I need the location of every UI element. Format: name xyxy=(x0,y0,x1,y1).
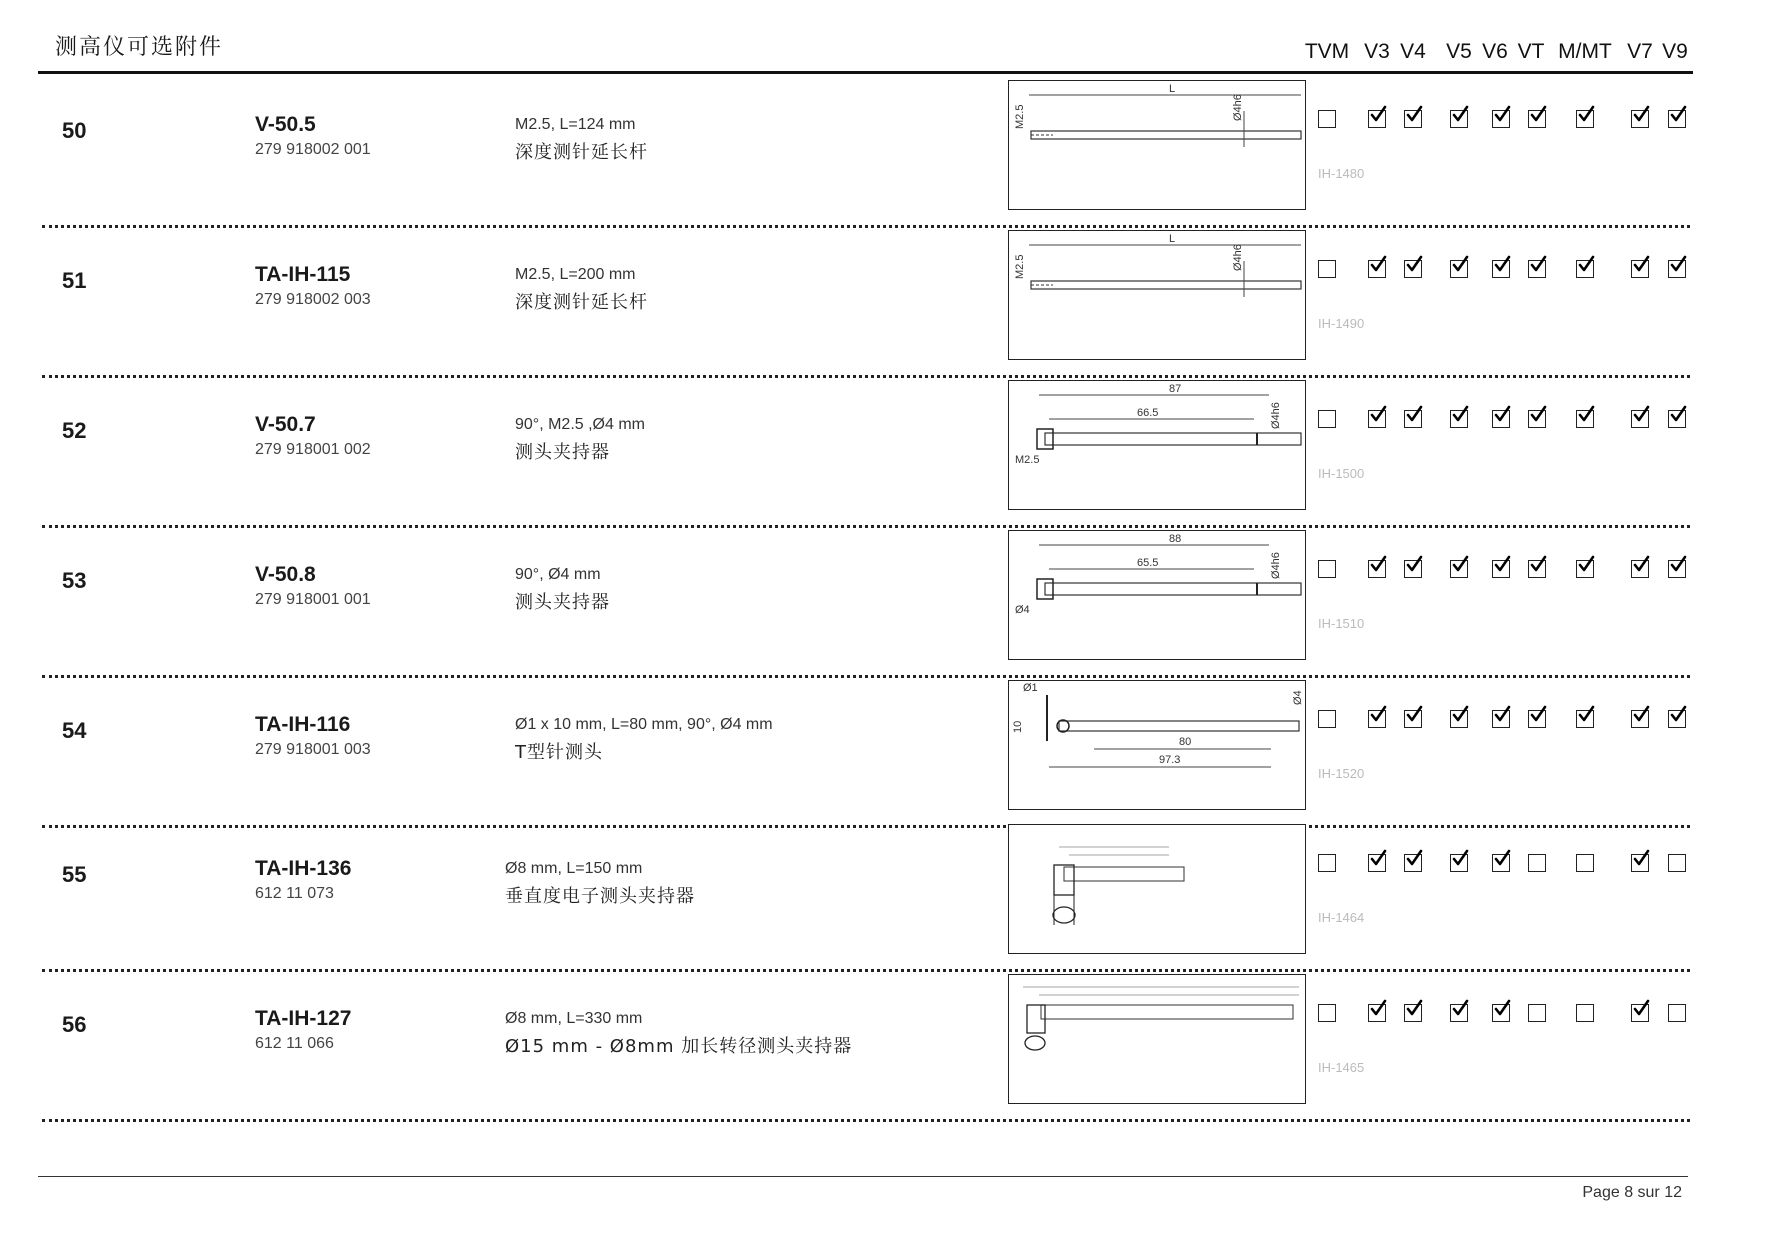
compat-checkbox[interactable] xyxy=(1631,854,1649,872)
check-mark-icon xyxy=(1669,555,1687,575)
row-number: 50 xyxy=(62,118,87,143)
spec-text: M2.5, L=200 mm xyxy=(515,266,636,283)
check-mark-icon xyxy=(1493,999,1511,1019)
compat-checkbox[interactable] xyxy=(1318,854,1336,872)
check-mark-icon xyxy=(1632,255,1650,275)
check-mark-icon xyxy=(1669,705,1687,725)
compat-checkbox[interactable] xyxy=(1318,260,1336,278)
compat-checkbox[interactable] xyxy=(1631,560,1649,578)
table-row xyxy=(0,678,1778,828)
image-id: IH-1465 xyxy=(1318,1060,1365,1075)
compat-checkbox[interactable] xyxy=(1450,1004,1468,1022)
check-mark-icon xyxy=(1669,255,1687,275)
table-row xyxy=(0,78,1778,228)
compat-checkbox[interactable] xyxy=(1404,110,1422,128)
drawing-svg xyxy=(1009,975,1305,1103)
probe-clamp xyxy=(1025,1036,1045,1050)
compat-checkbox[interactable] xyxy=(1368,710,1386,728)
compat-checkbox[interactable] xyxy=(1576,854,1594,872)
drawing-svg xyxy=(1009,825,1305,953)
part-number: 279 918001 001 xyxy=(255,591,371,608)
compat-checkbox[interactable] xyxy=(1318,710,1336,728)
check-mark-icon xyxy=(1632,405,1650,425)
check-mark-icon xyxy=(1669,405,1687,425)
compat-checkbox[interactable] xyxy=(1404,410,1422,428)
check-mark-icon xyxy=(1451,555,1469,575)
part-number: 279 918002 003 xyxy=(255,291,371,308)
dimension-label: M2.5 xyxy=(1014,104,1026,129)
drawing-svg xyxy=(1009,531,1305,659)
drawing-svg xyxy=(1009,81,1305,209)
compat-checkbox[interactable] xyxy=(1528,410,1546,428)
compat-checkbox[interactable] xyxy=(1368,1004,1386,1022)
row-number: 51 xyxy=(62,268,87,293)
compat-checkbox[interactable] xyxy=(1404,1004,1422,1022)
compat-checkbox[interactable] xyxy=(1368,410,1386,428)
technical-drawing xyxy=(1008,680,1306,810)
check-mark-icon xyxy=(1529,705,1547,725)
part-number: 279 918002 001 xyxy=(255,141,371,158)
compat-checkbox[interactable] xyxy=(1668,110,1686,128)
check-mark-icon xyxy=(1405,255,1423,275)
footer-rule xyxy=(38,1176,1688,1177)
compat-checkbox[interactable] xyxy=(1576,1004,1594,1022)
check-mark-icon xyxy=(1451,999,1469,1019)
item-code: V-50.7 xyxy=(255,413,316,436)
check-mark-icon xyxy=(1451,405,1469,425)
item-code-block xyxy=(255,857,351,903)
row-number: 54 xyxy=(62,718,87,743)
description: 测头夹持器 xyxy=(515,442,610,463)
drawing-svg xyxy=(1009,381,1305,509)
col-header-tvm: TVM xyxy=(1304,40,1350,63)
compat-checkbox[interactable] xyxy=(1492,854,1510,872)
compat-checkbox[interactable] xyxy=(1528,560,1546,578)
shaft-shape xyxy=(1031,131,1301,139)
dimension-label: 66.5 xyxy=(1137,407,1159,419)
spec-text-2: Ø15 mm - Ø8mm 加长转径测头夹持器 xyxy=(505,1036,853,1057)
part-number: 279 918001 003 xyxy=(255,741,371,758)
image-id: IH-1490 xyxy=(1318,316,1365,331)
table-row xyxy=(0,228,1778,378)
shaft-shape xyxy=(1064,867,1184,881)
spec-block xyxy=(505,1010,852,1058)
dimension-label: Ø4 xyxy=(1292,690,1304,705)
check-mark-icon xyxy=(1405,105,1423,125)
compat-checkbox[interactable] xyxy=(1492,560,1510,578)
spec-text: 90°, Ø4 mm xyxy=(515,566,601,583)
check-mark-icon xyxy=(1577,555,1595,575)
table-row xyxy=(0,528,1778,678)
check-mark-icon xyxy=(1405,849,1423,869)
check-mark-icon xyxy=(1632,999,1650,1019)
check-mark-icon xyxy=(1632,555,1650,575)
description: T型针测头 xyxy=(515,742,603,763)
compat-checkbox[interactable] xyxy=(1404,854,1422,872)
compat-checkbox[interactable] xyxy=(1368,854,1386,872)
compat-checkbox[interactable] xyxy=(1576,710,1594,728)
check-mark-icon xyxy=(1529,105,1547,125)
col-header-v6: V6 xyxy=(1482,40,1508,63)
technical-drawing xyxy=(1008,974,1306,1104)
probe-clamp xyxy=(1053,907,1075,923)
compat-checkbox[interactable] xyxy=(1368,260,1386,278)
compat-checkbox[interactable] xyxy=(1404,710,1422,728)
col-header-v7: V7 xyxy=(1627,40,1653,63)
compat-checkbox[interactable] xyxy=(1368,560,1386,578)
col-header-v3: V3 xyxy=(1364,40,1390,63)
dimension-label: 88 xyxy=(1169,533,1182,545)
check-mark-icon xyxy=(1405,555,1423,575)
compat-checkbox[interactable] xyxy=(1404,260,1422,278)
spec-block xyxy=(505,860,695,908)
part-number: 279 918001 002 xyxy=(255,441,371,458)
check-mark-icon xyxy=(1493,849,1511,869)
compat-checkbox[interactable] xyxy=(1668,560,1686,578)
compat-checkbox[interactable] xyxy=(1318,110,1336,128)
col-header-vt: VT xyxy=(1517,40,1545,63)
check-mark-icon xyxy=(1369,849,1387,869)
check-mark-icon xyxy=(1369,105,1387,125)
dimension-label: M2.5 xyxy=(1014,254,1026,279)
spec-text: 90°, M2.5 ,Ø4 mm xyxy=(515,416,645,433)
shaft-shape xyxy=(1031,281,1301,289)
dimension-label: 65.5 xyxy=(1137,557,1159,569)
dimension-label: 97.3 xyxy=(1159,754,1181,766)
part-number: 612 11 066 xyxy=(255,1035,334,1052)
check-mark-icon xyxy=(1405,405,1423,425)
check-mark-icon xyxy=(1632,849,1650,869)
spec-block xyxy=(515,566,610,614)
compat-checkbox[interactable] xyxy=(1318,560,1336,578)
compat-checkbox[interactable] xyxy=(1450,410,1468,428)
dimension-label: L xyxy=(1169,233,1176,245)
dimension-label: 87 xyxy=(1169,383,1182,395)
spec-text: Ø8 mm, L=150 mm xyxy=(505,860,643,877)
col-header-v4: V4 xyxy=(1400,40,1426,63)
table-row xyxy=(0,378,1778,528)
check-mark-icon xyxy=(1451,105,1469,125)
row-number: 55 xyxy=(62,862,87,887)
spec-block xyxy=(515,716,773,764)
dimension-label: 80 xyxy=(1179,736,1192,748)
compat-checkbox[interactable] xyxy=(1631,410,1649,428)
technical-drawing xyxy=(1008,230,1306,360)
item-code: TA-IH-115 xyxy=(255,263,351,286)
row-number: 53 xyxy=(62,568,87,593)
image-id: IH-1464 xyxy=(1318,910,1365,925)
check-mark-icon xyxy=(1577,255,1595,275)
description: 深度测针延长杆 xyxy=(515,292,648,313)
check-mark-icon xyxy=(1451,255,1469,275)
description: 垂直度电子测头夹持器 xyxy=(505,886,695,907)
col-header-v5: V5 xyxy=(1446,40,1472,63)
check-mark-icon xyxy=(1493,105,1511,125)
check-mark-icon xyxy=(1577,105,1595,125)
check-mark-icon xyxy=(1369,405,1387,425)
image-id: IH-1480 xyxy=(1318,166,1365,181)
compat-checkbox[interactable] xyxy=(1450,260,1468,278)
dimension-label: Ø4h6 xyxy=(1270,552,1282,579)
check-mark-icon xyxy=(1369,555,1387,575)
compat-checkbox[interactable] xyxy=(1450,854,1468,872)
dimension-label: Ø4h6 xyxy=(1232,94,1244,121)
check-mark-icon xyxy=(1529,555,1547,575)
technical-drawing xyxy=(1008,380,1306,510)
compat-checkbox[interactable] xyxy=(1528,110,1546,128)
compat-checkbox[interactable] xyxy=(1631,710,1649,728)
header-rule xyxy=(38,71,1693,74)
dimension-label: Ø1 xyxy=(1023,682,1038,694)
technical-drawing xyxy=(1008,824,1306,954)
check-mark-icon xyxy=(1632,105,1650,125)
compat-checkbox[interactable] xyxy=(1492,410,1510,428)
technical-drawing xyxy=(1008,80,1306,210)
spec-text: Ø1 x 10 mm, L=80 mm, 90°, Ø4 mm xyxy=(515,716,773,733)
compat-checkbox[interactable] xyxy=(1492,1004,1510,1022)
row-number: 56 xyxy=(62,1012,87,1037)
compat-checkbox[interactable] xyxy=(1528,1004,1546,1022)
compat-checkbox[interactable] xyxy=(1528,710,1546,728)
compat-checkbox[interactable] xyxy=(1450,560,1468,578)
drawing-svg xyxy=(1009,231,1305,359)
compat-checkbox[interactable] xyxy=(1631,110,1649,128)
check-mark-icon xyxy=(1493,255,1511,275)
compat-checkbox[interactable] xyxy=(1668,410,1686,428)
compat-checkbox[interactable] xyxy=(1528,260,1546,278)
dimension-label: Ø4h6 xyxy=(1232,244,1244,271)
compat-checkbox[interactable] xyxy=(1668,1004,1686,1022)
check-mark-icon xyxy=(1577,405,1595,425)
check-mark-icon xyxy=(1405,705,1423,725)
dimension-label: 10 xyxy=(1012,720,1024,733)
shaft-shape xyxy=(1045,583,1301,595)
compat-checkbox[interactable] xyxy=(1668,710,1686,728)
description: 深度测针延长杆 xyxy=(515,142,648,163)
image-id: IH-1520 xyxy=(1318,766,1365,781)
compat-checkbox[interactable] xyxy=(1631,260,1649,278)
image-id: IH-1510 xyxy=(1318,616,1365,631)
row-separator xyxy=(42,1119,1690,1122)
compat-checkbox[interactable] xyxy=(1576,560,1594,578)
check-mark-icon xyxy=(1369,999,1387,1019)
page-number: Page 8 sur 12 xyxy=(1582,1184,1682,1201)
item-code: TA-IH-116 xyxy=(255,713,351,736)
item-code: TA-IH-136 xyxy=(255,857,352,880)
compat-checkbox[interactable] xyxy=(1668,260,1686,278)
check-mark-icon xyxy=(1529,255,1547,275)
check-mark-icon xyxy=(1451,705,1469,725)
spec-text: Ø8 mm, L=330 mm xyxy=(505,1010,643,1027)
check-mark-icon xyxy=(1493,705,1511,725)
col-header-mmt: M/MT xyxy=(1558,40,1612,63)
compat-checkbox[interactable] xyxy=(1404,560,1422,578)
item-code: V-50.5 xyxy=(255,113,316,136)
spec-block xyxy=(515,266,648,314)
compat-checkbox[interactable] xyxy=(1576,410,1594,428)
item-code-block xyxy=(255,113,371,159)
part-number: 612 11 073 xyxy=(255,885,334,902)
compat-checkbox[interactable] xyxy=(1318,410,1336,428)
check-mark-icon xyxy=(1529,405,1547,425)
check-mark-icon xyxy=(1577,705,1595,725)
check-mark-icon xyxy=(1369,705,1387,725)
compat-checkbox[interactable] xyxy=(1528,854,1546,872)
technical-drawing xyxy=(1008,530,1306,660)
dimension-label: Ø4 xyxy=(1015,604,1030,616)
spec-block xyxy=(515,416,645,464)
compat-checkbox[interactable] xyxy=(1450,110,1468,128)
compat-checkbox[interactable] xyxy=(1492,710,1510,728)
compat-checkbox[interactable] xyxy=(1318,1004,1336,1022)
row-number: 52 xyxy=(62,418,87,443)
spec-block xyxy=(515,116,648,164)
item-code: TA-IH-127 xyxy=(255,1007,352,1030)
check-mark-icon xyxy=(1369,255,1387,275)
compat-checkbox[interactable] xyxy=(1576,110,1594,128)
check-mark-icon xyxy=(1493,555,1511,575)
compat-checkbox[interactable] xyxy=(1492,110,1510,128)
compat-checkbox[interactable] xyxy=(1368,110,1386,128)
item-code-block xyxy=(255,413,371,459)
shaft-shape xyxy=(1041,1005,1293,1019)
check-mark-icon xyxy=(1451,849,1469,869)
check-mark-icon xyxy=(1493,405,1511,425)
item-code-block xyxy=(255,563,371,609)
item-code-block xyxy=(255,263,371,309)
shaft-shape xyxy=(1045,433,1301,445)
description: 测头夹持器 xyxy=(515,592,610,613)
spec-text: M2.5, L=124 mm xyxy=(515,116,636,133)
image-id: IH-1500 xyxy=(1318,466,1365,481)
shaft-shape xyxy=(1059,721,1299,731)
col-header-v9: V9 xyxy=(1662,40,1688,63)
dimension-label: M2.5 xyxy=(1015,454,1040,466)
drawing-svg xyxy=(1009,681,1305,809)
compat-checkbox[interactable] xyxy=(1668,854,1686,872)
dimension-label: Ø4h6 xyxy=(1270,402,1282,429)
dimension-label: L xyxy=(1169,83,1176,95)
compat-checkbox[interactable] xyxy=(1576,260,1594,278)
check-mark-icon xyxy=(1669,105,1687,125)
check-mark-icon xyxy=(1405,999,1423,1019)
check-mark-icon xyxy=(1632,705,1650,725)
page-title: 测高仪可选附件 xyxy=(55,35,224,60)
compat-checkbox[interactable] xyxy=(1450,710,1468,728)
table-row xyxy=(0,972,1778,1122)
compat-checkbox[interactable] xyxy=(1631,1004,1649,1022)
compat-checkbox[interactable] xyxy=(1492,260,1510,278)
item-code-block xyxy=(255,1007,351,1053)
item-code-block xyxy=(255,713,371,759)
table-row xyxy=(0,822,1778,972)
item-code: V-50.8 xyxy=(255,563,316,586)
